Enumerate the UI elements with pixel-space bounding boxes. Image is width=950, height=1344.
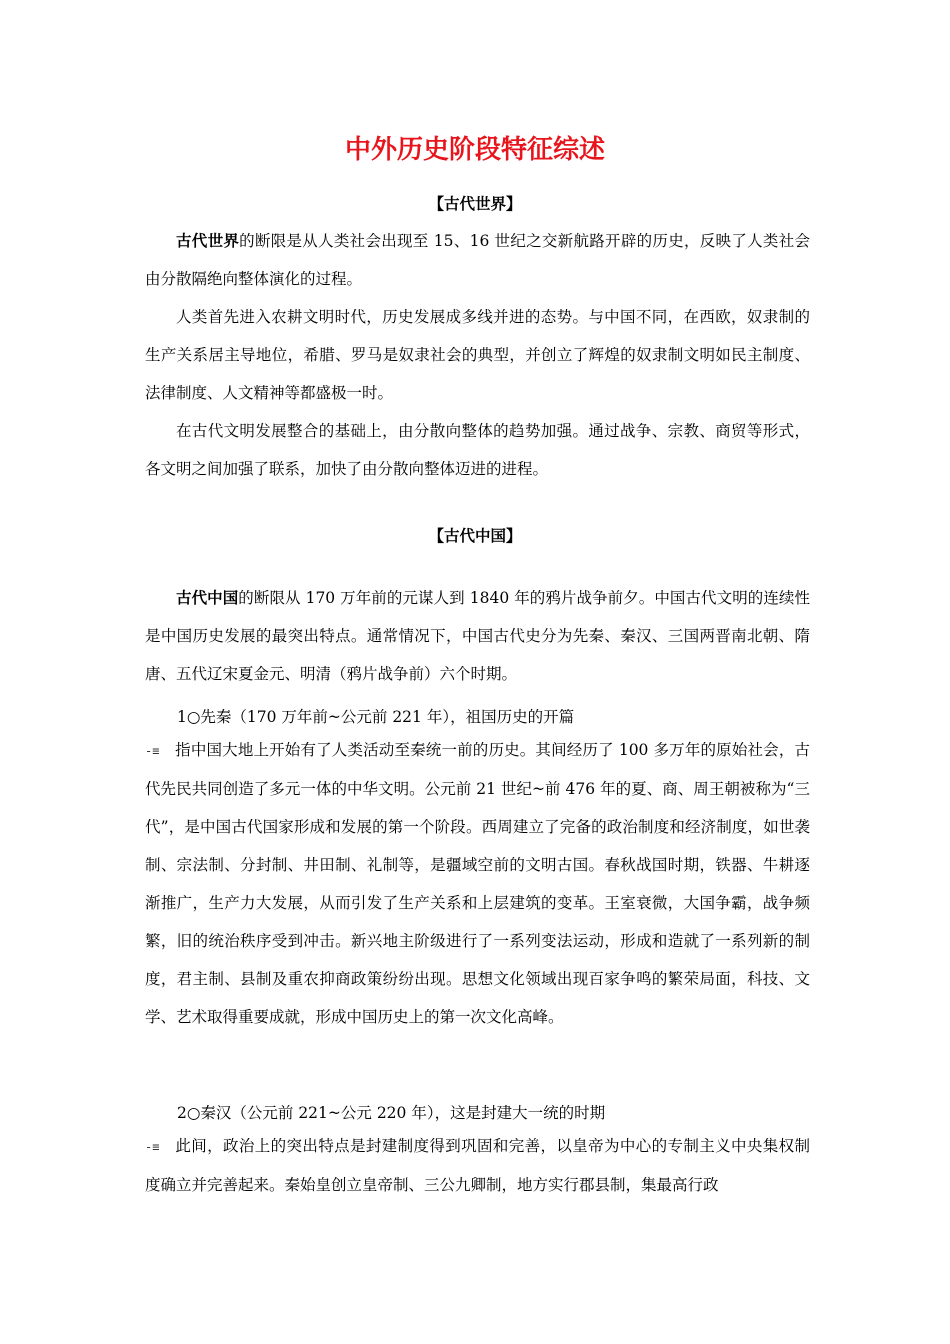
paragraph-world-definition: [145, 222, 810, 298]
section-heading-ancient-world: 【古代世界】: [428, 194, 522, 213]
paragraph-pre-qin-text: 指中国大地上开始有了人类活动至秦统一前的历史。其间经历了 100 多万年的原始社会，古代先民共同创造了多元一体的中华文明。公元前 21 世纪~前 476 年的夏、商、周王朝被称为“三代”，是中国古代国家形成和发展的第一个阶段。西周建立了完备的政治制度和经济制度，如世袭制、宗法制、分封制、井田制、礼制等，是疆域空前的文明古国。春秋战国时期，铁器、牛耕逐渐推广，生产力大发展，从而引发了生产关系和上层建筑的变革。王室衰微，大国争霸，战争频繁，旧的统治秩序受到冲击。新兴地主阶级进行了一系列变法运动，形成和造就了一系列新的制度，君主制、县制及重农抑商政策纷纷出现。思想文化领域出现百家争鸣的繁荣局面，科技、文学、艺术取得重要成就，形成中国历史上的第一次文化高峰。: [145, 741, 810, 1026]
document-title: 中外历史阶段特征综述: [344, 135, 605, 165]
paragraph-china-definition-text: 的断限从 170 万年前的元谋人到 1840 年的鸦片战争前夕。中国古代文明的连续性是中国历史发展的最突出特点。通常情况下，中国古代史分为先秦、秦汉、三国两晋南北朝、隋唐、五代辽宋夏金元、明清（鸦片战争前）六个时期。: [145, 589, 810, 683]
paragraph-pre-qin: [145, 731, 810, 1036]
paragraph-world-integration: 在古代文明发展整合的基础上，由分散向整体的趋势加强。通过战争、宗教、商贸等形式，各文明之间加强了联系，加快了由分散向整体迈进的进程。: [145, 422, 810, 478]
paragraph-world-agriculture: 人类首先进入农耕文明时代，历史发展成多线并进的态势。与中国不同，在西欧，奴隶制的生产关系居主导地位，希腊、罗马是奴隶社会的典型，并创立了辉煌的奴隶制文明如民主制度、法律制度、人文精神等都盛极一时。: [145, 308, 810, 402]
paragraph-qin-han: [145, 1127, 810, 1204]
period-heading-qin-han: 2○秦汉（公元前 221~公元 220 年），这是封建大一统的时期: [177, 1104, 606, 1122]
section-heading-ancient-china: 【古代中国】: [428, 526, 522, 545]
paragraph-qin-han-text: 此间，政治上的突出特点是封建制度得到巩固和完善，以皇帝为中心的专制主义中央集权制度确立并完善起来。秦始皇创立皇帝制、三公九卿制，地方实行郡县制，集最高行政: [145, 1137, 810, 1194]
paragraph-world-definition-text: 的断限是从人类社会出现至 15、16 世纪之交新航路开辟的历史，反映了人类社会由分散隔绝向整体演化的过程。: [145, 232, 810, 288]
list-marker: -≡: [145, 1140, 160, 1154]
period-heading-pre-qin: 1○先秦（170 万年前~公元前 221 年），祖国历史的开篇: [177, 708, 575, 726]
paragraph-china-definition: [145, 579, 810, 693]
term-ancient-china: 古代中国: [176, 588, 239, 607]
list-marker: -≡: [145, 744, 160, 758]
term-ancient-world: 古代世界: [176, 231, 240, 250]
